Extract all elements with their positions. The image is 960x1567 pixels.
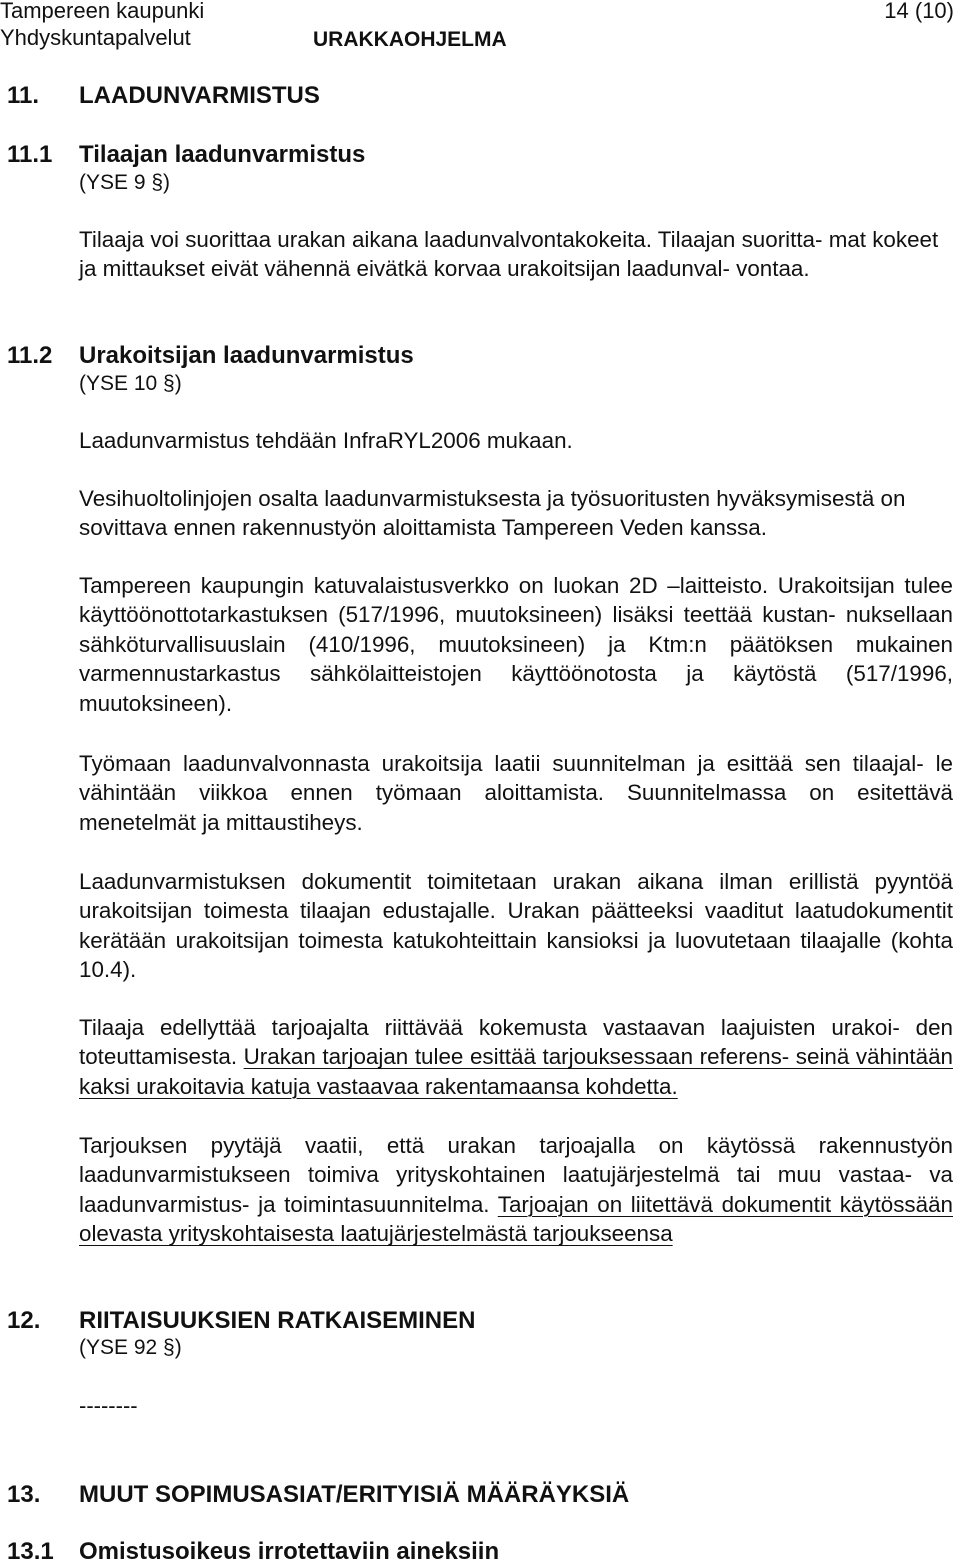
header-organization: Tampereen kaupunki xyxy=(0,0,205,23)
section-number: 11.2 xyxy=(7,342,53,369)
section-number: 13.1 xyxy=(7,1538,54,1565)
paragraph-text: Tilaaja edellyttää tarjoajalta riittävää kokemusta vastaavan laajuisten urakoi- den toteuttamisesta. xyxy=(79,1015,953,1070)
section-number: 11.1 xyxy=(7,141,53,168)
paragraph: Laadunvarmistuksen dokumentit toimitetaan urakan aikana ilman erillistä pyyntöä urakoitsijan toimesta tilaajan edustajalle. Urakan päätteeksi vaaditut laatudokumentit kerätään urakoitsijan toimesta katukohteittain kansioksi ja luovutetaan tilaajalle (kohta 10.4). xyxy=(79,869,953,983)
section-title: Tilaajan laadunvarmistus xyxy=(79,141,366,168)
section-number: 11. xyxy=(7,82,40,109)
paragraph xyxy=(79,1131,953,1249)
section-reference: (YSE 10 §) xyxy=(79,372,182,395)
section-reference: (YSE 92 §) xyxy=(79,1336,182,1359)
section-title: Urakoitsijan laadunvarmistus xyxy=(79,342,414,369)
underlined-text: Urakan tarjoajan tulee esittää tarjouksessaan referens- seinä vähintään kaksi urakoitavia katuja vastaavaa rakentamaansa kohdetta. xyxy=(79,1044,953,1099)
section-title: Omistusoikeus irrotettaviin aineksiin xyxy=(79,1538,500,1565)
paragraph: Vesihuoltolinjojen osalta laadunvarmistuksesta ja työsuoritusten hyväksymisestä on sovittava ennen rakennustyön aloittamista Tampereen Veden kanssa. xyxy=(79,486,906,541)
section-title: MUUT SOPIMUSASIAT/ERITYISIÄ MÄÄRÄYKSIÄ xyxy=(79,1481,630,1508)
section-reference: (YSE 9 §) xyxy=(79,171,171,194)
header-document-title: URAKKAOHJELMA xyxy=(313,28,507,51)
underlined-text: Tarjoajan on liitettävä dokumentit käytössään olevasta yrityskohtaisesta laatujärjestelmästä tarjoukseensa xyxy=(79,1191,953,1247)
paragraph: Tampereen kaupungin katuvalaistusverkko on luokan 2D –laitteisto. Urakoitsijan tulee käyttöönottotarkastuksen (517/1996, muutoksineen) lisäksi teettää kustan- nuksellaan sähköturvallisuuslain (410/1996, muutoksineen) ja Ktm:n päätöksen mukainen varmennustarkastus sähkölaitteistojen käyttöönotosta ja käytöstä (517/1996, muutoksineen). xyxy=(79,573,953,716)
header-page-number: 14 (10) xyxy=(884,0,954,23)
section-number: 13. xyxy=(7,1481,41,1508)
section-title: RIITAISUUKSIEN RATKAISEMINEN xyxy=(79,1307,476,1334)
section-title: LAADUNVARMISTUS xyxy=(79,82,320,109)
paragraph: Työmaan laadunvalvonnasta urakoitsija laatii suunnitelman ja esittää sen tilaajal- le vähintään viikkoa ennen työmaan aloittamista. Suunnitelmassa on esitettävä menetelmät ja mittaustiheys. xyxy=(79,751,953,835)
paragraph: Laadunvarmistus tehdään InfraRYL2006 mukaan. xyxy=(79,428,573,453)
placeholder-text: -------- xyxy=(79,1393,138,1418)
section-number: 12. xyxy=(7,1307,41,1334)
paragraph-text: Tarjouksen pyytäjä vaatii, että urakan tarjoajalla on käytössä rakennustyön laadunvarmistukseen toimiva yrityskohtainen laatujärjestelmä tai muu vastaa- va laadunvarmistus- ja toimintasuunnitelma. xyxy=(79,1133,953,1217)
paragraph xyxy=(79,1013,953,1101)
paragraph: Tilaaja voi suorittaa urakan aikana laadunvalvontakokeita. Tilaajan suoritta- mat kokeet ja mittaukset eivät vähennä eivätkä korvaa urakoitsijan laadunval- vontaa. xyxy=(79,227,939,282)
header-unit: Yhdyskuntapalvelut xyxy=(0,25,191,50)
